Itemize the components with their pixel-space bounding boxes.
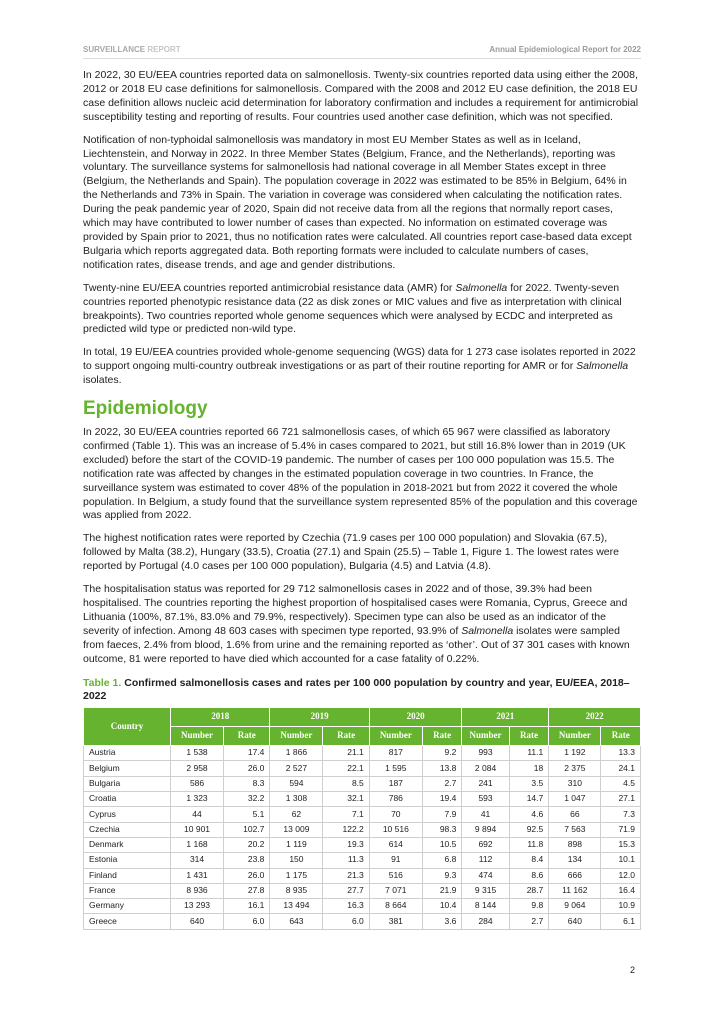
number-header: Number [549, 727, 601, 746]
table-header-years [84, 708, 641, 727]
table-row [84, 883, 641, 898]
number-cell: 1 595 [369, 761, 422, 776]
table-row [84, 914, 641, 929]
year-header: 2018 [171, 708, 270, 727]
number-cell: 643 [270, 914, 323, 929]
rate-cell: 2.7 [509, 914, 549, 929]
rate-cell: 24.1 [601, 761, 641, 776]
rate-cell: 3.6 [422, 914, 462, 929]
number-cell: 9 894 [462, 822, 509, 837]
number-cell: 13 293 [171, 899, 224, 914]
number-cell: 10 901 [171, 822, 224, 837]
number-cell: 150 [270, 853, 323, 868]
rate-cell: 26.0 [224, 761, 270, 776]
rate-cell: 8.4 [509, 853, 549, 868]
paragraph-wgs: In total, 19 EU/EEA countries provided whole-genome sequencing (WGS) data for 1 273 case isolates reported in 2022 to support ongoing multi-country outbreak investigations or as part of their routine reporting for AMR or for Salmonella isolates. [83, 346, 636, 387]
country-cell: France [84, 883, 171, 898]
year-header: 2020 [369, 708, 462, 727]
year-header: 2019 [270, 708, 369, 727]
paragraph-case-definitions: In 2022, 30 EU/EEA countries reported data on salmonellosis. Twenty-six countries reported data using either the 2008, 2012 or 2018 EU case definitions for salmonellosis. Compared with the 2008 and 2012 EU case definition, the 2018 EU case definition allows nucleic acid determination for laboratory confirmation and includes a requirement for antimicrobial susceptibility testing and reporting of results. Four countries used another case definition, which was not specified. [83, 69, 639, 123]
number-cell: 474 [462, 868, 509, 883]
rate-cell: 16.1 [224, 899, 270, 914]
rate-cell: 23.8 [224, 853, 270, 868]
number-cell: 1 308 [270, 792, 323, 807]
paragraph-notification: Notification of non-typhoidal salmonellosis was mandatory in most EU Member States as well as in Iceland, Liechtenstein, and Norway in 2022. In three Member States (Belgium, France, and the Netherlands), reporting was voluntary. The surveillance systems for salmonellosis had national coverage in all Member States except in three (Belgium, the Netherlands and Spain). The population coverage in 2022 was estimated to be 85% in Belgium, 64% in the Netherlands and 73% in Spain. The variation in coverage was considered when calculating the notification rates. During the peak pandemic year of 2020, Spain did not receive data from all the regions that normally report cases, which may have contributed to lower number of cases than expected. No information on estimated coverage was provided by Spain prior to 2021, thus no notification rates were calculated. All countries report case-based data except Bulgaria which reports aggregated data. Both reporting formats were included to calculate numbers of cases, notification rates, disease trends, and age and gender distributions. [83, 133, 632, 271]
rate-header: Rate [224, 727, 270, 746]
number-cell: 1 192 [549, 746, 601, 761]
country-cell: Bulgaria [84, 776, 171, 791]
number-cell: 594 [270, 776, 323, 791]
number-cell: 9 064 [549, 899, 601, 914]
number-cell: 1 538 [171, 746, 224, 761]
number-cell: 314 [171, 853, 224, 868]
rate-cell: 14.7 [509, 792, 549, 807]
number-cell: 817 [369, 746, 422, 761]
paragraph-case-counts: In 2022, 30 EU/EEA countries reported 66 721 salmonellosis cases, of which 65 967 were classified as laboratory confirmed (Table 1). This was an increase of 5.4% in cases compared to 2021, but still 16.8% lower than in 2019 (UK excluded) before the start of the COVID-19 pandemic. The number of cases per 100 000 population was 15.5. The notification rate was affected by changes in the estimated population coverage in two countries. In France, the surveillance system was estimated to cover 48% of the population in 2018-2021 but from 2022 it covered the whole population. In Belgium, a study found that the surveillance system represented 85% of the population and this coverage was applied from 2022. [83, 426, 638, 522]
number-cell: 66 [549, 807, 601, 822]
number-cell: 8 935 [270, 883, 323, 898]
rate-cell: 32.2 [224, 792, 270, 807]
number-cell: 44 [171, 807, 224, 822]
rate-cell: 26.0 [224, 868, 270, 883]
rate-cell: 10.9 [601, 899, 641, 914]
number-cell: 310 [549, 776, 601, 791]
rate-cell: 28.7 [509, 883, 549, 898]
number-cell: 593 [462, 792, 509, 807]
number-cell: 91 [369, 853, 422, 868]
number-cell: 666 [549, 868, 601, 883]
rate-cell: 92.5 [509, 822, 549, 837]
header-divider [83, 58, 641, 59]
year-header: 2022 [549, 708, 641, 727]
rate-cell: 21.3 [323, 868, 369, 883]
country-cell: Czechia [84, 822, 171, 837]
country-cell: Cyprus [84, 807, 171, 822]
table-row [84, 792, 641, 807]
rate-cell: 15.3 [601, 837, 641, 852]
number-cell: 8 144 [462, 899, 509, 914]
country-cell: Croatia [84, 792, 171, 807]
rate-cell: 12.0 [601, 868, 641, 883]
rate-cell: 102.7 [224, 822, 270, 837]
paragraph-hospitalisation: The hospitalisation status was reported for 29 712 salmonellosis cases in 2022 and of those, 39.3% had been hospitalised. The countries reporting the highest proportion of hospitalised cases were Romania, Cyprus, Greece and Lithuania (100%, 87.1%, 83.0% and 79.9%, respectively). Specimen type can also be used as an indicator of the severity of infection. Among 48 603 cases with specimen type reported, 93.9% of Salmonella isolates were sampled from faeces, 2.4% from blood, 1.6% from urine and the remaining reported as ‘other’. Out of 37 301 cases with known outcome, 81 were reported to have died which accounted for a case fatality of 0.22%. [83, 583, 630, 665]
number-cell: 134 [549, 853, 601, 868]
paragraph-notification-rates: The highest notification rates were reported by Czechia (71.9 cases per 100 000 population) and Slovakia (67.5), followed by Malta (38.2), Hungary (33.5), Croatia (27.1) and Spain (25.5) – Table 1, Figure 1. The lowest rates were reported by Portugal (4.0 cases per 100 000 population), Bulgaria (4.5) and Latvia (4.8). [83, 532, 619, 573]
document-body [83, 69, 641, 930]
number-cell: 993 [462, 746, 509, 761]
rate-cell: 10.1 [601, 853, 641, 868]
number-header: Number [369, 727, 422, 746]
rate-cell: 8.6 [509, 868, 549, 883]
year-header: 2021 [462, 708, 549, 727]
country-column-header: Country [84, 708, 171, 746]
country-cell: Germany [84, 899, 171, 914]
number-cell: 586 [171, 776, 224, 791]
rate-cell: 27.1 [601, 792, 641, 807]
table-row [84, 776, 641, 791]
number-cell: 1 431 [171, 868, 224, 883]
rate-cell: 8.5 [323, 776, 369, 791]
number-cell: 13 494 [270, 899, 323, 914]
rate-cell: 27.7 [323, 883, 369, 898]
number-cell: 2 958 [171, 761, 224, 776]
rate-cell: 19.4 [422, 792, 462, 807]
number-cell: 112 [462, 853, 509, 868]
rate-cell: 21.1 [323, 746, 369, 761]
number-cell: 614 [369, 837, 422, 852]
number-header: Number [270, 727, 323, 746]
rate-cell: 122.2 [323, 822, 369, 837]
table-row [84, 853, 641, 868]
report-title-label: Annual Epidemiological Report for 2022 [489, 45, 641, 54]
rate-cell: 4.6 [509, 807, 549, 822]
table-row [84, 899, 641, 914]
rate-cell: 98.3 [422, 822, 462, 837]
rate-header: Rate [509, 727, 549, 746]
rate-cell: 6.8 [422, 853, 462, 868]
rate-header: Rate [601, 727, 641, 746]
table-row [84, 868, 641, 883]
number-cell: 70 [369, 807, 422, 822]
rate-cell: 9.8 [509, 899, 549, 914]
number-cell: 640 [171, 914, 224, 929]
table-body [84, 746, 641, 930]
number-cell: 187 [369, 776, 422, 791]
rate-cell: 10.5 [422, 837, 462, 852]
section-title-epidemiology: Epidemiology [83, 398, 208, 420]
rate-cell: 13.3 [601, 746, 641, 761]
number-cell: 11 162 [549, 883, 601, 898]
rate-cell: 4.5 [601, 776, 641, 791]
rate-cell: 11.8 [509, 837, 549, 852]
number-cell: 1 168 [171, 837, 224, 852]
number-cell: 10 516 [369, 822, 422, 837]
rate-cell: 7.1 [323, 807, 369, 822]
rate-cell: 8.3 [224, 776, 270, 791]
number-cell: 7 071 [369, 883, 422, 898]
rate-cell: 7.3 [601, 807, 641, 822]
number-cell: 9 315 [462, 883, 509, 898]
rate-cell: 16.4 [601, 883, 641, 898]
rate-header: Rate [422, 727, 462, 746]
rate-cell: 32.1 [323, 792, 369, 807]
number-cell: 7 563 [549, 822, 601, 837]
number-cell: 41 [462, 807, 509, 822]
salmonellosis-table [83, 707, 641, 929]
number-cell: 284 [462, 914, 509, 929]
number-cell: 8 936 [171, 883, 224, 898]
rate-cell: 11.1 [509, 746, 549, 761]
number-cell: 2 084 [462, 761, 509, 776]
country-cell: Belgium [84, 761, 171, 776]
number-cell: 640 [549, 914, 601, 929]
rate-cell: 6.1 [601, 914, 641, 929]
country-cell: Estonia [84, 853, 171, 868]
table-caption: Table 1. Confirmed salmonellosis cases and rates per 100 000 population by country and year, EU/EEA, 2018–2022 [83, 676, 630, 703]
number-cell: 516 [369, 868, 422, 883]
number-cell: 13 009 [270, 822, 323, 837]
number-cell: 692 [462, 837, 509, 852]
rate-cell: 71.9 [601, 822, 641, 837]
number-cell: 241 [462, 776, 509, 791]
country-cell: Austria [84, 746, 171, 761]
number-header: Number [171, 727, 224, 746]
number-cell: 381 [369, 914, 422, 929]
number-cell: 1 323 [171, 792, 224, 807]
rate-cell: 19.3 [323, 837, 369, 852]
number-header: Number [462, 727, 509, 746]
table-row [84, 761, 641, 776]
paragraph-amr: Twenty-nine EU/EEA countries reported antimicrobial resistance data (AMR) for Salmonella for 2022. Twenty-seven countries reported phenotypic resistance data (22 as disk zones or MIC values and five as interpretation with clinical breakpoints). Two countries reported whole genome sequences which were analysed by ECDC and interpreted as predicted wild type or predicted non-wild type. [83, 281, 622, 336]
rate-cell: 22.1 [323, 761, 369, 776]
table-row [84, 837, 641, 852]
number-cell: 1 119 [270, 837, 323, 852]
number-cell: 1 175 [270, 868, 323, 883]
country-cell: Denmark [84, 837, 171, 852]
number-cell: 2 527 [270, 761, 323, 776]
rate-cell: 2.7 [422, 776, 462, 791]
table-row [84, 746, 641, 761]
number-cell: 898 [549, 837, 601, 852]
rate-cell: 5.1 [224, 807, 270, 822]
rate-cell: 9.2 [422, 746, 462, 761]
rate-cell: 27.8 [224, 883, 270, 898]
number-cell: 786 [369, 792, 422, 807]
table-row [84, 807, 641, 822]
number-cell: 1 866 [270, 746, 323, 761]
rate-cell: 6.0 [224, 914, 270, 929]
rate-cell: 13.8 [422, 761, 462, 776]
number-cell: 1 047 [549, 792, 601, 807]
rate-cell: 10.4 [422, 899, 462, 914]
rate-cell: 18 [509, 761, 549, 776]
page-number: 2 [630, 965, 636, 975]
rate-header: Rate [323, 727, 369, 746]
table-row [84, 822, 641, 837]
rate-cell: 11.3 [323, 853, 369, 868]
page-header [83, 45, 641, 54]
rate-cell: 6.0 [323, 914, 369, 929]
number-cell: 8 664 [369, 899, 422, 914]
country-cell: Finland [84, 868, 171, 883]
number-cell: 62 [270, 807, 323, 822]
rate-cell: 21.9 [422, 883, 462, 898]
rate-cell: 9.3 [422, 868, 462, 883]
country-cell: Greece [84, 914, 171, 929]
rate-cell: 17.4 [224, 746, 270, 761]
rate-cell: 3.5 [509, 776, 549, 791]
report-type-label: SURVEILLANCE REPORT [83, 45, 181, 54]
rate-cell: 20.2 [224, 837, 270, 852]
rate-cell: 7.9 [422, 807, 462, 822]
rate-cell: 16.3 [323, 899, 369, 914]
number-cell: 2 375 [549, 761, 601, 776]
